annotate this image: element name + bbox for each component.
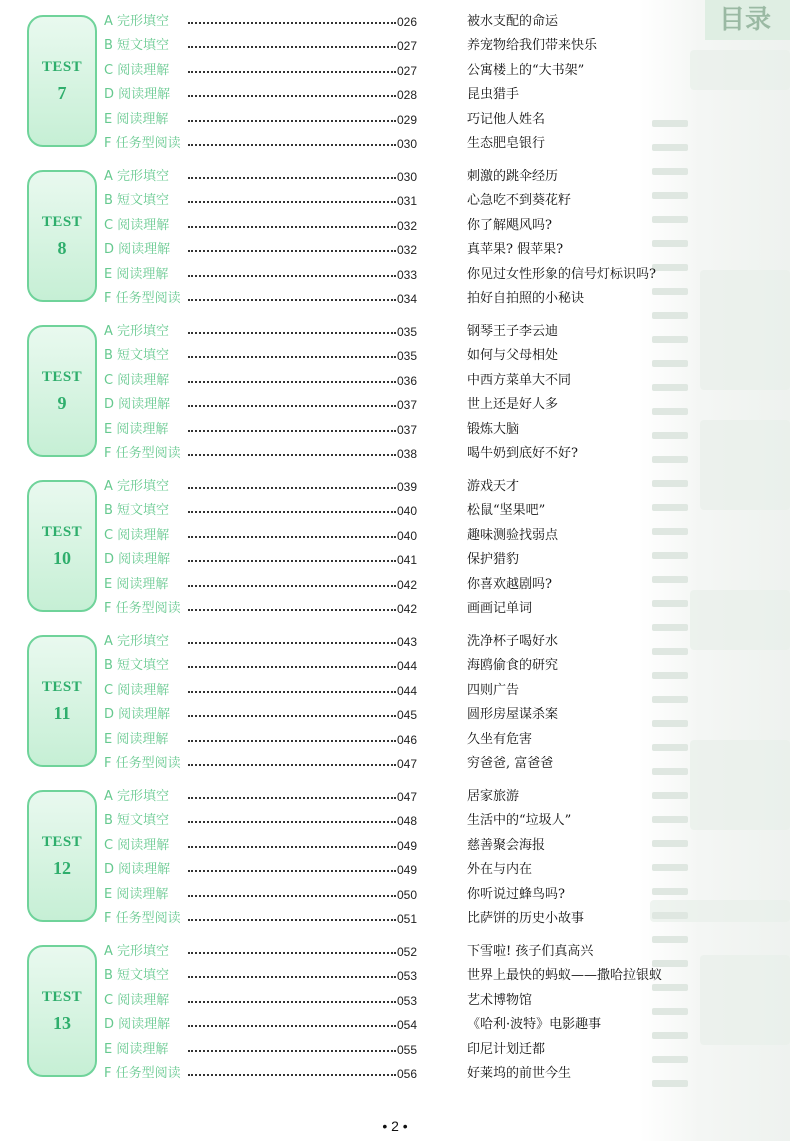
- article-title: 你了解飓风吗?: [467, 217, 552, 233]
- page-ref: 041: [397, 553, 418, 568]
- article-title: 中西方菜单大不同: [467, 372, 572, 388]
- section-type-label: D 阅读理解: [104, 87, 171, 103]
- page-ref: 044: [397, 683, 418, 698]
- section-type-label: A 完形填空: [104, 324, 170, 339]
- page-ref: 038: [397, 447, 418, 461]
- section-type-label: A 完形填空: [104, 634, 170, 649]
- section-type-label: C 阅读理解: [104, 837, 170, 853]
- page-ref: 056: [397, 1067, 418, 1081]
- section-type-label: C 阅读理解: [104, 372, 170, 388]
- page-ref: 027: [397, 63, 418, 78]
- page-ref: 054: [397, 1018, 418, 1033]
- toc-row[interactable]: [0, 59, 640, 83]
- dot-leader: [188, 536, 396, 538]
- bleed-text-line: [652, 1008, 688, 1015]
- toc-row[interactable]: [0, 809, 640, 833]
- dot-leader: [188, 120, 396, 122]
- dot-leader: [188, 299, 396, 301]
- page-ref: 028: [397, 88, 418, 103]
- bleed-text-line: [652, 888, 688, 895]
- page-ref: 030: [397, 170, 418, 184]
- toc-row[interactable]: [0, 989, 640, 1013]
- section-type-label: D 阅读理解: [104, 707, 171, 723]
- page-ref: 053: [397, 969, 418, 984]
- bleed-text-line: [652, 168, 688, 175]
- section-type-label: B 短文填空: [104, 813, 170, 829]
- dot-leader: [188, 1001, 396, 1003]
- article-title: 《哈利·波特》电影趣事: [467, 1017, 602, 1033]
- dot-leader: [188, 405, 396, 407]
- section-type-label: F 任务型阅读: [104, 136, 181, 151]
- toc-row[interactable]: [0, 940, 640, 964]
- dot-leader: [188, 895, 396, 897]
- toc-row[interactable]: [0, 499, 640, 523]
- toc-row[interactable]: [0, 728, 640, 752]
- toc-row[interactable]: [0, 679, 640, 703]
- page-ref: 036: [397, 373, 418, 388]
- toc-row[interactable]: [0, 654, 640, 678]
- dot-leader: [188, 275, 396, 277]
- article-title: 比萨饼的历史小故事: [467, 911, 585, 926]
- toc-row[interactable]: [0, 320, 640, 344]
- page-ref: 043: [397, 635, 418, 649]
- toc-row[interactable]: [0, 189, 640, 213]
- toc-row[interactable]: [0, 165, 640, 189]
- test-badge-label: TEST: [41, 834, 83, 850]
- dot-leader: [188, 1025, 396, 1027]
- toc-row[interactable]: [0, 964, 663, 988]
- toc-row[interactable]: [0, 214, 640, 238]
- dot-leader: [188, 764, 396, 766]
- section-type-label: E 阅读理解: [104, 731, 169, 747]
- toc-row[interactable]: [0, 1062, 640, 1086]
- bleed-text-line: [652, 120, 688, 127]
- bleed-text-line: [652, 696, 688, 703]
- test-badge-label: TEST: [41, 524, 83, 540]
- article-title: 洗净杯子喝好水: [467, 634, 559, 649]
- toc-row[interactable]: [0, 630, 640, 654]
- bleed-text-line: [652, 1032, 688, 1039]
- toc-row[interactable]: [0, 34, 640, 58]
- bleed-text-line: [652, 240, 688, 247]
- article-title: 圆形房屋谋杀案: [467, 707, 559, 723]
- article-title: 穷爸爸, 富爸爸: [467, 756, 554, 771]
- toc-row[interactable]: [0, 573, 640, 597]
- dot-leader: [188, 381, 396, 383]
- test-badge-number: 9: [57, 393, 67, 413]
- test-badge-number: 11: [53, 703, 71, 723]
- page-ref: 051: [397, 912, 418, 926]
- bleed-block: [690, 50, 790, 90]
- toc-row[interactable]: [0, 369, 640, 393]
- dot-leader: [188, 691, 396, 693]
- toc-row[interactable]: [0, 1013, 640, 1037]
- dot-leader: [188, 430, 396, 432]
- section-type-label: E 阅读理解: [104, 111, 169, 127]
- article-title: 昆虫猎手: [467, 87, 520, 103]
- section-type-label: B 短文填空: [104, 38, 170, 54]
- section-type-label: F 任务型阅读: [104, 291, 181, 306]
- toc-row[interactable]: [0, 907, 640, 931]
- section-type-label: B 短文填空: [104, 503, 170, 519]
- dot-leader: [188, 177, 396, 179]
- page-ref: 037: [397, 398, 418, 413]
- article-title: 公寓楼上的“大书架”: [467, 62, 585, 78]
- page-ref: 049: [397, 838, 418, 853]
- article-title: 钢琴王子李云迪: [467, 324, 559, 339]
- bleed-text-line: [652, 672, 688, 679]
- page-ref: 049: [397, 863, 418, 878]
- page-ref: 033: [397, 267, 418, 282]
- page-ref: 034: [397, 292, 418, 306]
- page-ref: 048: [397, 814, 418, 829]
- dot-leader: [188, 666, 396, 668]
- bleed-text-line: [652, 480, 688, 487]
- dot-leader: [188, 46, 396, 48]
- section-type-label: D 阅读理解: [104, 552, 171, 568]
- article-title: 好莱坞的前世今生: [467, 1066, 572, 1081]
- page-ref: 047: [397, 757, 418, 771]
- article-title: 生态肥皂银行: [467, 136, 546, 151]
- side-heading: 目录: [705, 0, 790, 40]
- article-title: 居家旅游: [467, 789, 520, 804]
- toc-row[interactable]: [0, 883, 640, 907]
- test-badge-label: TEST: [41, 214, 83, 230]
- page-ref: 040: [397, 504, 418, 519]
- section-type-label: A 完形填空: [104, 789, 170, 804]
- article-title: 你听说过蜂鸟吗?: [467, 886, 565, 902]
- toc-row[interactable]: [0, 703, 640, 727]
- article-title: 保护猎豹: [467, 552, 520, 568]
- section-type-label: B 短文填空: [104, 968, 170, 984]
- dot-leader: [188, 487, 396, 489]
- bleed-text-line: [652, 864, 688, 871]
- section-type-label: D 阅读理解: [104, 862, 171, 878]
- toc-row[interactable]: [0, 10, 640, 34]
- bleed-text-line: [652, 504, 688, 511]
- test-badge-label: TEST: [41, 369, 83, 385]
- page-ref: 045: [397, 708, 418, 723]
- dot-leader: [188, 740, 396, 742]
- dot-leader: [188, 201, 396, 203]
- bleed-text-line: [652, 576, 688, 583]
- section-type-label: F 任务型阅读: [104, 911, 181, 926]
- article-title: 你见过女性形象的信号灯标识吗?: [467, 266, 656, 282]
- bleed-text-line: [652, 384, 688, 391]
- bleed-text-line: [652, 1080, 688, 1087]
- section-type-label: C 阅读理解: [104, 682, 170, 698]
- article-title: 下雪啦! 孩子们真高兴: [467, 944, 594, 959]
- article-title: 印尼计划迁都: [467, 1041, 546, 1057]
- page-ref: 027: [397, 39, 418, 54]
- section-type-label: A 完形填空: [104, 169, 170, 184]
- bleed-text-line: [652, 936, 688, 943]
- page-ref: 035: [397, 349, 418, 364]
- section-type-label: C 阅读理解: [104, 217, 170, 233]
- section-type-label: E 阅读理解: [104, 421, 169, 437]
- dot-leader: [188, 715, 396, 717]
- bleed-text-line: [652, 624, 688, 631]
- test-badge-number: 12: [53, 858, 71, 878]
- page-number: • 2 •: [382, 1118, 408, 1134]
- toc-row[interactable]: [0, 287, 640, 311]
- test-badge-label: TEST: [41, 679, 83, 695]
- dot-leader: [188, 642, 396, 644]
- article-title: 世界上最快的蚂蚁——撒哈拉银蚁: [467, 968, 663, 984]
- bleed-text-line: [652, 792, 688, 799]
- toc-row[interactable]: [0, 108, 640, 132]
- dot-leader: [188, 1074, 396, 1076]
- article-title: 心急吃不到葵花籽: [467, 193, 572, 209]
- page-ref: 044: [397, 659, 418, 674]
- dot-leader: [188, 952, 396, 954]
- dot-leader: [188, 356, 396, 358]
- dot-leader: [188, 560, 396, 562]
- page-ref: 042: [397, 602, 418, 616]
- article-title: 巧记他人姓名: [467, 111, 546, 127]
- toc-row[interactable]: [0, 785, 640, 809]
- dot-leader: [188, 870, 396, 872]
- bleed-text-line: [652, 912, 688, 919]
- test-badge-label: TEST: [41, 989, 83, 1005]
- dot-leader: [188, 797, 396, 799]
- test-badge-number: 8: [57, 238, 67, 258]
- bleed-block: [700, 420, 790, 510]
- article-title: 你喜欢越剧吗?: [467, 576, 552, 592]
- section-type-label: F 任务型阅读: [104, 1066, 181, 1081]
- dot-leader: [188, 71, 396, 73]
- page-ref: 032: [397, 243, 418, 258]
- page-ref: 037: [397, 422, 418, 437]
- dot-leader: [188, 585, 396, 587]
- article-title: 真苹果? 假苹果?: [467, 242, 564, 258]
- bleed-text-line: [652, 408, 688, 415]
- bleed-text-line: [652, 312, 688, 319]
- toc-row[interactable]: [0, 132, 640, 156]
- dot-leader: [188, 919, 396, 921]
- bleed-text-line: [652, 144, 688, 151]
- article-title: 四则广告: [467, 682, 520, 698]
- section-type-label: B 短文填空: [104, 658, 170, 674]
- bleed-block: [700, 955, 790, 1045]
- bleed-text-line: [652, 768, 688, 775]
- section-type-label: F 任务型阅读: [104, 446, 181, 461]
- page-ref: 029: [397, 112, 418, 127]
- dot-leader: [188, 609, 396, 611]
- test-badge-label: TEST: [41, 59, 83, 75]
- section-type-label: A 完形填空: [104, 944, 170, 959]
- bleed-text-line: [652, 744, 688, 751]
- toc-row[interactable]: [0, 597, 640, 621]
- article-title: 游戏天才: [467, 479, 520, 494]
- bleed-text-line: [652, 720, 688, 727]
- bleed-text-line: [652, 648, 688, 655]
- bleed-text-line: [652, 336, 688, 343]
- toc-row[interactable]: [0, 83, 640, 107]
- toc-row[interactable]: [0, 238, 640, 262]
- section-type-label: C 阅读理解: [104, 62, 170, 78]
- article-title: 慈善聚会海报: [467, 837, 546, 853]
- page-ref: 026: [397, 15, 418, 29]
- section-type-label: E 阅读理解: [104, 1041, 169, 1057]
- section-type-label: C 阅读理解: [104, 992, 170, 1008]
- article-title: 被水支配的命运: [467, 14, 559, 29]
- page-ref: 030: [397, 137, 418, 151]
- bleed-text-line: [652, 456, 688, 463]
- toc-row[interactable]: [0, 834, 640, 858]
- toc-row[interactable]: [0, 475, 640, 499]
- bleed-text-line: [652, 1056, 688, 1063]
- article-title: 画画记单词: [467, 601, 533, 616]
- toc-row[interactable]: [0, 548, 640, 572]
- dot-leader: [188, 454, 396, 456]
- page-ref: 039: [397, 480, 418, 494]
- page-ref: 046: [397, 732, 418, 747]
- test-badge-number: 10: [53, 548, 71, 568]
- bleed-text-line: [652, 816, 688, 823]
- page-ref: 035: [397, 325, 418, 339]
- bleed-block: [700, 270, 790, 390]
- dot-leader: [188, 846, 396, 848]
- article-title: 松鼠“坚果吧”: [467, 503, 546, 519]
- bleed-text-line: [652, 552, 688, 559]
- toc-row[interactable]: [0, 263, 656, 287]
- article-title: 拍好自拍照的小秘诀: [467, 291, 585, 306]
- article-title: 外在与内在: [467, 862, 533, 878]
- page-ref: 032: [397, 218, 418, 233]
- article-title: 刺激的跳伞经历: [467, 169, 559, 184]
- bleed-text-line: [652, 360, 688, 367]
- dot-leader: [188, 95, 396, 97]
- toc-row[interactable]: [0, 344, 640, 368]
- article-title: 锻炼大脑: [467, 421, 520, 437]
- toc-row[interactable]: [0, 524, 640, 548]
- toc-row[interactable]: [0, 393, 640, 417]
- dot-leader: [188, 332, 396, 334]
- section-type-label: D 阅读理解: [104, 242, 171, 258]
- toc-row[interactable]: [0, 442, 640, 466]
- bleed-text-line: [652, 288, 688, 295]
- article-title: 海鸥偷食的研究: [467, 658, 559, 674]
- section-type-label: A 完形填空: [104, 14, 170, 29]
- dot-leader: [188, 226, 396, 228]
- article-title: 趣味测验找弱点: [467, 527, 559, 543]
- dot-leader: [188, 144, 396, 146]
- bleed-text-line: [652, 192, 688, 199]
- page-ref: 053: [397, 993, 418, 1008]
- dot-leader: [188, 1050, 396, 1052]
- dot-leader: [188, 976, 396, 978]
- dot-leader: [188, 511, 396, 513]
- article-title: 久坐有危害: [467, 731, 533, 747]
- article-title: 如何与父母相处: [467, 348, 559, 364]
- bleed-block: [690, 590, 790, 650]
- article-title: 艺术博物馆: [467, 992, 533, 1008]
- page-ref: 050: [397, 887, 418, 902]
- bleed-block: [690, 740, 790, 830]
- section-type-label: E 阅读理解: [104, 266, 169, 282]
- dot-leader: [188, 22, 396, 24]
- section-type-label: F 任务型阅读: [104, 756, 181, 771]
- section-type-label: B 短文填空: [104, 193, 170, 209]
- toc-row[interactable]: [0, 1038, 640, 1062]
- test-badge-number: 7: [57, 83, 67, 103]
- article-title: 世上还是好人多: [467, 397, 559, 413]
- section-type-label: E 阅读理解: [104, 886, 169, 902]
- bleed-text-line: [652, 600, 688, 607]
- section-type-label: E 阅读理解: [104, 576, 169, 592]
- page-ref: 052: [397, 945, 418, 959]
- toc-row[interactable]: [0, 752, 640, 776]
- section-type-label: D 阅读理解: [104, 1017, 171, 1033]
- article-title: 生活中的“垃圾人”: [467, 813, 572, 829]
- article-title: 养宠物给我们带来快乐: [467, 38, 598, 54]
- dot-leader: [188, 250, 396, 252]
- bleed-text-line: [652, 432, 688, 439]
- test-badge-number: 13: [53, 1013, 71, 1033]
- article-title: 喝牛奶到底好不好?: [467, 446, 578, 461]
- section-type-label: A 完形填空: [104, 479, 170, 494]
- page-ref: 055: [397, 1042, 418, 1057]
- toc-row[interactable]: [0, 418, 640, 442]
- bleed-text-line: [652, 528, 688, 535]
- page-ref: 040: [397, 528, 418, 543]
- section-type-label: B 短文填空: [104, 348, 170, 364]
- dot-leader: [188, 821, 396, 823]
- section-type-label: C 阅读理解: [104, 527, 170, 543]
- page-ref: 047: [397, 790, 418, 804]
- bleed-text-line: [652, 264, 688, 271]
- bleed-text-line: [652, 840, 688, 847]
- section-type-label: F 任务型阅读: [104, 601, 181, 616]
- page-ref: 031: [397, 194, 418, 209]
- page-ref: 042: [397, 577, 418, 592]
- section-type-label: D 阅读理解: [104, 397, 171, 413]
- toc-row[interactable]: [0, 858, 640, 882]
- bleed-text-line: [652, 216, 688, 223]
